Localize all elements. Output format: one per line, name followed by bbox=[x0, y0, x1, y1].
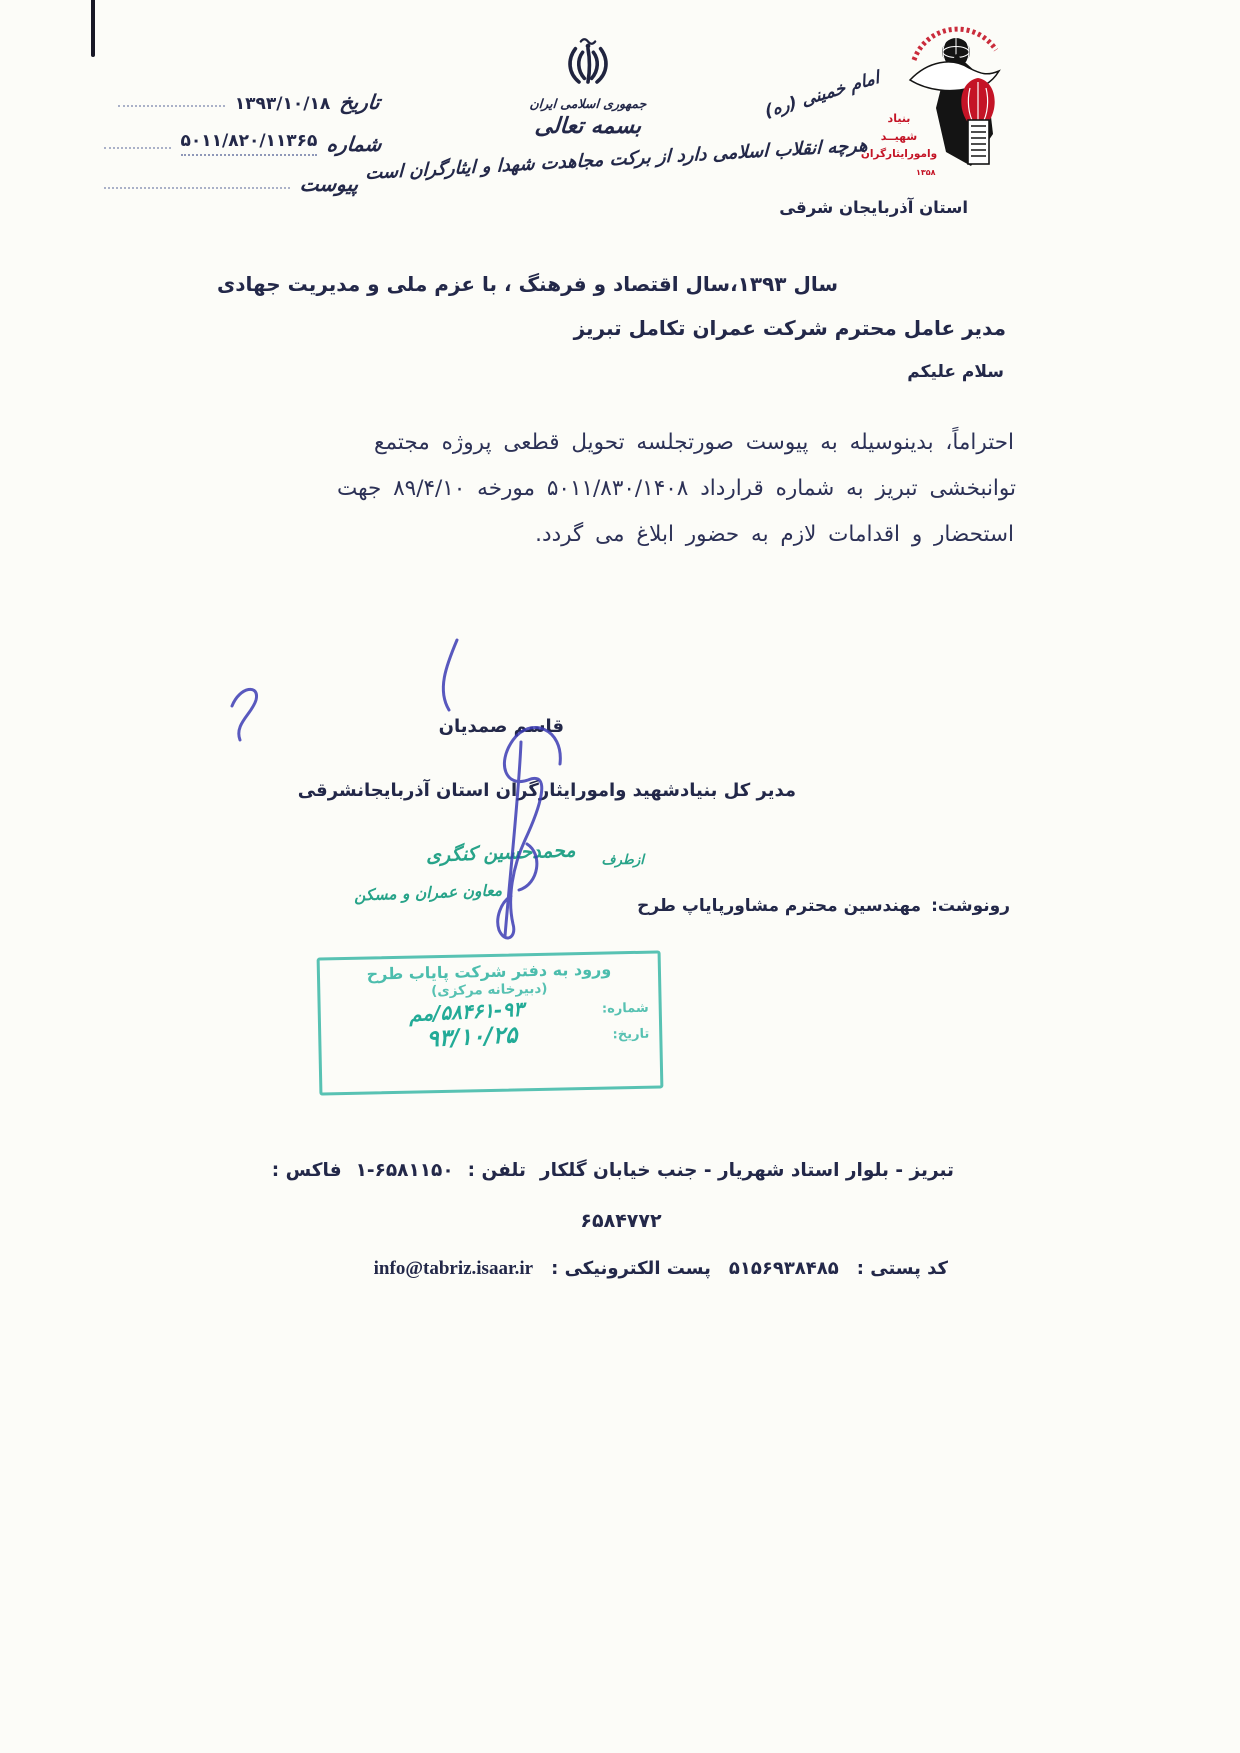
signatory-title: مدیر کل بنیادشهید وامورایثارگران استان آذربایجانشرقی bbox=[297, 780, 796, 801]
deputy-name: محمدحسین کنگری bbox=[426, 839, 577, 867]
body-line-3: استحضار و اقدامات لازم به حضور ابلاغ می گردد. bbox=[535, 522, 1014, 547]
footer-phone-label: تلفن : bbox=[467, 1160, 526, 1181]
imam-quote: هرچه انقلاب اسلامی دارد از برکت مجاهدت شهدا و ایثارگران است bbox=[365, 134, 868, 185]
salutation-line: سلام علیکم bbox=[907, 362, 1004, 382]
logo-book bbox=[968, 120, 989, 164]
emblem-caption: جمهوری اسلامی ایران bbox=[529, 96, 647, 111]
body-line-1: احتراماً، بدینوسیله به پیوست صورتجلسه تحویل قطعی پروژه مجتمع bbox=[374, 430, 1014, 455]
footer-contact-line bbox=[374, 1258, 948, 1280]
scan-artifact-line bbox=[91, 0, 95, 57]
stamp-number-value: ۵۸۴۶۱-۹۳/مم bbox=[408, 996, 525, 1027]
imam-quote-attribution: امام خمینی (ره) bbox=[763, 67, 881, 123]
number-value: ۵۰۱۱/۸۲۰/۱۱۳۶۵ bbox=[181, 131, 318, 156]
date-value: ۱۳۹۳/۱۰/۱۸ bbox=[234, 94, 331, 114]
year-slogan: سال ۱۳۹۳،سال اقتصاد و فرهنگ ، با عزم ملی و مدیریت جهادی bbox=[216, 272, 838, 296]
attachment-dotted-line bbox=[104, 187, 290, 189]
ref-number-row bbox=[104, 126, 382, 156]
footer-address: تبریز - بلوار استاد شهریار - جنب خیابان گلکار bbox=[539, 1160, 954, 1181]
stamp-number-label: شماره: bbox=[601, 1000, 649, 1017]
entry-stamp bbox=[317, 950, 664, 1095]
stamp-title: ورود به دفتر شرکت پایاب طرح bbox=[366, 959, 612, 984]
stamp-date-label: تاریخ: bbox=[612, 1026, 650, 1042]
addressee-line: مدیر عامل محترم شرکت عمران تکامل تبریز bbox=[573, 316, 1006, 340]
date-dotted-line bbox=[118, 105, 225, 107]
number-label: شماره bbox=[326, 132, 384, 156]
logo-name-line1: بنیاد bbox=[887, 112, 911, 125]
province-label: استان آذربایجان شرقی bbox=[779, 198, 968, 217]
ref-date-row bbox=[118, 84, 380, 114]
footer-fax-label: فاکس : bbox=[271, 1160, 342, 1181]
foundation-logo bbox=[856, 16, 1010, 202]
on-behalf-label: ازطرف bbox=[601, 852, 644, 868]
logo-name-line2: شهیــد bbox=[880, 130, 918, 143]
date-label: تاریخ bbox=[338, 90, 382, 114]
stamp-subtitle: (دبیرخانه مرکزی) bbox=[430, 980, 548, 1000]
number-dotted-line bbox=[104, 147, 171, 149]
logo-founding-year: ۱۳۵۸ bbox=[916, 168, 936, 177]
pen-signature bbox=[208, 612, 608, 962]
emblem-dot bbox=[586, 44, 591, 49]
footer-phone-value: ۱-۶۵۸۱۱۵۰ bbox=[355, 1160, 454, 1181]
attachment-label: پیوست bbox=[298, 172, 360, 196]
footer-fax-value: ۶۵۸۴۷۷۲ bbox=[580, 1210, 662, 1232]
ref-attachment-row bbox=[104, 166, 358, 196]
basmala-text: بسمه تعالی bbox=[533, 114, 643, 139]
cc-line bbox=[637, 896, 1010, 916]
stamp-date-value: ۹۳/۱۰/۲۵ bbox=[425, 1022, 518, 1053]
footer-postal-value: ۵۱۵۶۹۳۸۴۸۵ bbox=[728, 1258, 839, 1279]
iran-emblem-icon bbox=[561, 36, 615, 92]
deputy-title: معاون عمران و مسکن bbox=[353, 881, 503, 905]
footer-email-label: پست الکترونیکی : bbox=[551, 1258, 711, 1279]
body-line-2: توانبخشی تبریز به شماره قرارداد ۵۰۱۱/۸۳۰/۱۴۰۸ مورخه ۸۹/۴/۱۰ جهت bbox=[336, 476, 1016, 501]
cc-recipient: مهندسین محترم مشاورپایاپ طرح bbox=[637, 896, 922, 916]
footer-postal-label: کد پستی : bbox=[856, 1258, 948, 1279]
logo-name-line3: وامورایثارگران bbox=[860, 148, 938, 160]
signatory-name: قاسم صمدیان bbox=[438, 716, 564, 737]
footer-address-line bbox=[272, 1160, 954, 1181]
cc-label: رونوشت: bbox=[931, 896, 1010, 916]
footer-email-value: info@tabriz.isaar.ir bbox=[373, 1258, 534, 1279]
